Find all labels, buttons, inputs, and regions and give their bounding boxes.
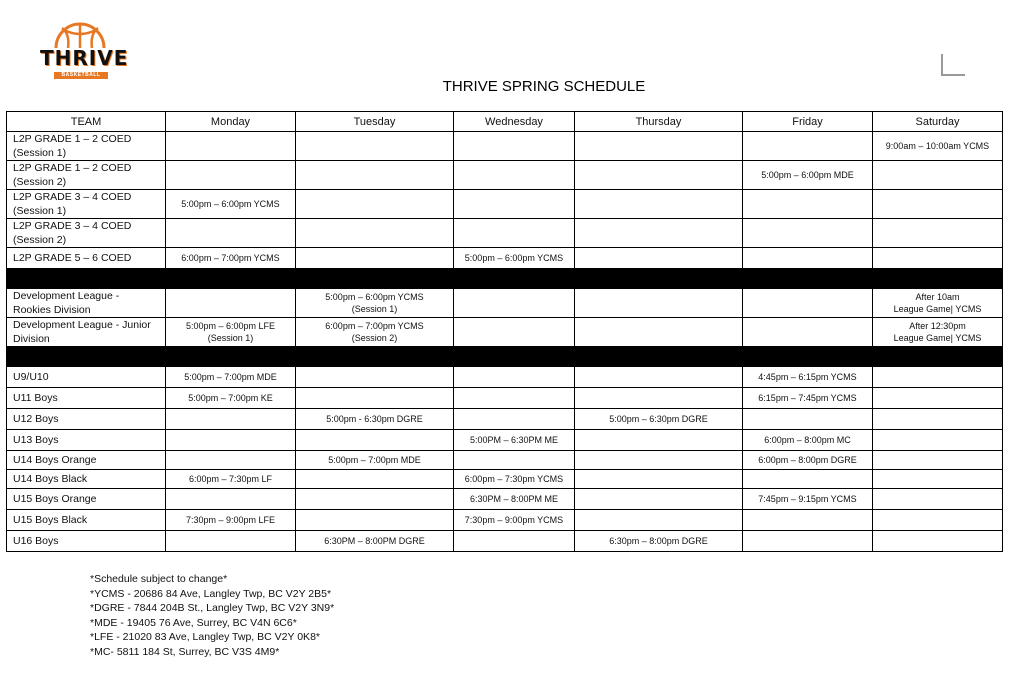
team-cell <box>7 132 166 161</box>
schedule-slot <box>575 451 743 470</box>
schedule-slot <box>873 132 1003 161</box>
team-name-line: (Session 2) <box>13 234 67 246</box>
table-row <box>7 248 1003 269</box>
slot-text: 5:00pm - 6:30pm DGRE <box>326 414 423 424</box>
table-row <box>7 510 1003 531</box>
schedule-slot <box>296 248 454 269</box>
team-name-line: Development League - Junior <box>13 319 151 331</box>
schedule-slot <box>296 531 454 552</box>
schedule-slot <box>166 190 296 219</box>
table-row <box>7 409 1003 430</box>
schedule-slot <box>575 489 743 510</box>
slot-text: 5:00pm – 6:00pm YCMS <box>181 199 280 209</box>
schedule-slot <box>743 531 873 552</box>
slot-text: 5:00pm – 6:00pm LFE <box>185 321 276 331</box>
schedule-slot <box>743 489 873 510</box>
note-line: *DGRE - 7844 204B St., Langley Twp, BC V2Y 3N9* <box>90 602 335 614</box>
header-row <box>7 112 1003 132</box>
schedule-slot <box>743 388 873 409</box>
logo-wordmark: THRIVE <box>40 46 129 70</box>
schedule-slot <box>575 470 743 489</box>
schedule-slot <box>454 388 575 409</box>
team-cell <box>7 219 166 248</box>
schedule-slot <box>296 451 454 470</box>
team-cell <box>7 531 166 552</box>
note-line: *MC- 5811 184 St, Surrey, BC V3S 4M9* <box>90 645 280 658</box>
team-name-line: Development League - <box>13 290 120 302</box>
schedule-slot <box>873 161 1003 190</box>
schedule-slot <box>454 248 575 269</box>
notes <box>90 572 334 659</box>
schedule-slot <box>454 289 575 318</box>
schedule-slot <box>743 219 873 248</box>
schedule-slot <box>873 510 1003 531</box>
column-header-team: TEAM <box>7 112 166 132</box>
schedule-slot <box>873 248 1003 269</box>
team-name-line: U14 Boys Orange <box>13 454 97 466</box>
separator-bar <box>7 347 1003 367</box>
schedule-slot <box>454 190 575 219</box>
schedule-slot <box>454 132 575 161</box>
team-name-line: Division <box>13 333 50 345</box>
schedule-slot <box>873 190 1003 219</box>
table-row <box>7 289 1003 318</box>
slot-text: 5:00PM – 6:30PM ME <box>469 435 559 445</box>
slot-text: 6:00pm – 7:30pm LF <box>188 474 273 484</box>
table-row <box>7 470 1003 489</box>
schedule-slot <box>454 430 575 451</box>
schedule-slot <box>743 510 873 531</box>
schedule-slot <box>454 531 575 552</box>
basketball-icon <box>50 12 110 48</box>
section-separator <box>7 347 1003 367</box>
table-row <box>7 531 1003 552</box>
schedule-slot <box>873 219 1003 248</box>
schedule-slot <box>743 289 873 318</box>
schedule-slot <box>166 451 296 470</box>
team-name-line: (Session 1) <box>13 205 67 217</box>
schedule-slot <box>166 219 296 248</box>
schedule-slot <box>575 248 743 269</box>
schedule-body <box>7 132 1003 552</box>
schedule-slot <box>873 489 1003 510</box>
corner-crop-mark <box>941 54 965 76</box>
slot-text: 6:00pm – 7:00pm YCMS <box>181 253 280 263</box>
team-cell <box>7 451 166 470</box>
slot-text: 5:00pm – 7:00pm KE <box>188 393 273 403</box>
team-cell <box>7 409 166 430</box>
schedule-slot <box>296 289 454 318</box>
schedule-slot <box>296 190 454 219</box>
table-row <box>7 489 1003 510</box>
team-name-line: U13 Boys <box>13 434 59 446</box>
slot-text: After 12:30pm <box>909 321 966 331</box>
schedule-slot <box>575 430 743 451</box>
schedule-slot <box>166 470 296 489</box>
team-cell <box>7 430 166 451</box>
team-name-line: U15 Boys Orange <box>13 493 97 505</box>
team-cell <box>7 470 166 489</box>
table-row <box>7 132 1003 161</box>
team-cell <box>7 367 166 388</box>
team-name-line: L2P GRADE 5 – 6 COED <box>13 252 132 264</box>
column-header-tuesday: Tuesday <box>296 112 454 132</box>
table-row <box>7 318 1003 347</box>
slot-text: 5:00pm – 6:00pm YCMS <box>325 292 424 302</box>
note-line: *Schedule subject to change* <box>90 573 228 585</box>
table-row <box>7 190 1003 219</box>
section-separator <box>7 269 1003 289</box>
team-name-line: (Session 1) <box>13 147 67 159</box>
schedule-slot <box>873 451 1003 470</box>
schedule-slot <box>166 248 296 269</box>
schedule-slot <box>575 190 743 219</box>
schedule-slot <box>743 430 873 451</box>
schedule-slot <box>575 289 743 318</box>
slot-text: 6:15pm – 7:45pm YCMS <box>758 393 857 403</box>
slot-text: 7:45pm – 9:15pm YCMS <box>758 494 857 504</box>
slot-text: 6:00pm – 7:30pm YCMS <box>464 474 564 484</box>
team-name-line: U16 Boys <box>13 535 59 547</box>
table-row <box>7 388 1003 409</box>
schedule-slot <box>296 510 454 531</box>
schedule-slot <box>743 248 873 269</box>
schedule-slot <box>873 388 1003 409</box>
slot-text: 5:00pm – 6:00pm YCMS <box>464 253 564 263</box>
team-cell <box>7 318 166 347</box>
slot-text: 6:30PM – 8:00PM DGRE <box>324 536 425 546</box>
schedule-slot <box>743 161 873 190</box>
schedule-slot <box>296 132 454 161</box>
team-name-line: (Session 2) <box>13 176 67 188</box>
schedule-slot <box>296 470 454 489</box>
team-cell <box>7 489 166 510</box>
team-name-line: L2P GRADE 1 – 2 COED <box>13 133 132 145</box>
slot-text: 6:00pm – 8:00pm MC <box>764 435 851 445</box>
schedule-slot <box>296 219 454 248</box>
schedule-slot <box>296 430 454 451</box>
schedule-slot <box>454 451 575 470</box>
schedule-slot <box>296 409 454 430</box>
slot-text: 6:00pm – 8:00pm DGRE <box>758 455 857 465</box>
slot-text: League Game| YCMS <box>893 333 982 343</box>
note-line: *LFE - 21020 83 Ave, Langley Twp, BC V2Y 0K8* <box>90 631 320 643</box>
schedule-slot <box>296 388 454 409</box>
schedule-slot <box>575 510 743 531</box>
slot-text: 4:45pm – 6:15pm YCMS <box>758 372 857 382</box>
team-cell <box>7 289 166 318</box>
schedule-slot <box>873 367 1003 388</box>
team-name-line: U11 Boys <box>13 392 58 404</box>
team-cell <box>7 248 166 269</box>
schedule-slot <box>166 489 296 510</box>
schedule-slot <box>166 531 296 552</box>
schedule-slot <box>454 367 575 388</box>
table-row <box>7 430 1003 451</box>
table-row <box>7 367 1003 388</box>
column-header-friday: Friday <box>743 112 873 132</box>
schedule-slot <box>743 367 873 388</box>
schedule-slot <box>454 219 575 248</box>
team-cell <box>7 510 166 531</box>
column-header-monday: Monday <box>166 112 296 132</box>
schedule-slot <box>454 161 575 190</box>
table-row <box>7 219 1003 248</box>
schedule-slot <box>873 409 1003 430</box>
slot-text: 6:30pm – 8:00pm DGRE <box>609 536 708 546</box>
schedule-slot <box>166 132 296 161</box>
schedule-slot <box>166 430 296 451</box>
schedule-slot <box>743 190 873 219</box>
schedule-table <box>6 111 1003 552</box>
schedule-slot <box>575 531 743 552</box>
schedule-slot <box>743 409 873 430</box>
slot-text: 7:30pm – 9:00pm LFE <box>185 515 276 525</box>
schedule-slot <box>166 289 296 318</box>
schedule-slot <box>454 318 575 347</box>
schedule-slot <box>873 318 1003 347</box>
schedule-slot <box>454 510 575 531</box>
schedule-slot <box>166 318 296 347</box>
schedule-slot <box>743 451 873 470</box>
schedule-slot <box>454 409 575 430</box>
schedule-slot <box>166 409 296 430</box>
schedule-slot <box>575 409 743 430</box>
schedule-slot <box>873 289 1003 318</box>
logo-subtext: BASKETBALL <box>54 72 108 79</box>
schedule-slot <box>575 161 743 190</box>
page-title: THRIVE SPRING SCHEDULE <box>442 78 646 95</box>
team-cell <box>7 190 166 219</box>
slot-text: 6:00pm – 7:00pm YCMS <box>325 321 424 331</box>
table-row <box>7 161 1003 190</box>
team-name-line: U9/U10 <box>13 371 49 383</box>
slot-text: After 10am <box>915 292 960 302</box>
slot-text: 5:00pm – 7:00pm MDE <box>184 372 277 382</box>
thrive-logo <box>40 12 129 80</box>
separator-bar <box>7 269 1003 289</box>
team-name-line: U15 Boys Black <box>13 514 88 526</box>
slot-text: (Session 1) <box>207 333 254 343</box>
slot-text: 6:30PM – 8:00PM ME <box>469 494 559 504</box>
schedule-slot <box>166 510 296 531</box>
slot-text: 7:30pm – 9:00pm YCMS <box>464 515 564 525</box>
schedule-slot <box>166 161 296 190</box>
schedule-slot <box>454 489 575 510</box>
schedule-slot <box>743 470 873 489</box>
schedule-slot <box>575 219 743 248</box>
note-line: *MDE - 19405 76 Ave, Surrey, BC V4N 6C6* <box>90 616 297 629</box>
schedule-slot <box>296 489 454 510</box>
slot-text: League Game| YCMS <box>893 304 982 314</box>
schedule-slot <box>743 132 873 161</box>
slot-text: (Session 1) <box>351 304 398 314</box>
column-header-saturday: Saturday <box>873 112 1003 132</box>
team-cell <box>7 388 166 409</box>
schedule-slot <box>575 318 743 347</box>
slot-text: 5:00pm – 7:00pm MDE <box>328 455 421 465</box>
team-name-line: Rookies Division <box>13 304 91 316</box>
schedule-slot <box>296 318 454 347</box>
column-header-wednesday: Wednesday <box>454 112 575 132</box>
note-line: *YCMS - 20686 84 Ave, Langley Twp, BC V2Y 2B5* <box>90 587 332 600</box>
schedule-slot <box>296 161 454 190</box>
schedule-slot <box>575 367 743 388</box>
team-name-line: U14 Boys Black <box>13 473 88 485</box>
schedule-slot <box>166 388 296 409</box>
slot-text: 5:00pm – 6:00pm MDE <box>761 170 854 180</box>
slot-text: (Session 2) <box>351 333 398 343</box>
schedule-slot <box>575 388 743 409</box>
schedule-slot <box>873 430 1003 451</box>
slot-text: 5:00pm – 6:30pm DGRE <box>609 414 708 424</box>
team-name-line: L2P GRADE 3 – 4 COED <box>13 191 132 203</box>
schedule-slot <box>873 531 1003 552</box>
schedule-slot <box>575 132 743 161</box>
team-cell <box>7 161 166 190</box>
schedule-slot <box>166 367 296 388</box>
team-name-line: U12 Boys <box>13 413 59 425</box>
schedule-slot <box>743 318 873 347</box>
column-header-thursday: Thursday <box>575 112 743 132</box>
table-row <box>7 451 1003 470</box>
schedule-slot <box>296 367 454 388</box>
schedule-slot <box>873 470 1003 489</box>
team-name-line: L2P GRADE 1 – 2 COED <box>13 162 132 174</box>
team-name-line: L2P GRADE 3 – 4 COED <box>13 220 132 232</box>
slot-text: 9:00am – 10:00am YCMS <box>885 141 990 151</box>
schedule-slot <box>454 470 575 489</box>
